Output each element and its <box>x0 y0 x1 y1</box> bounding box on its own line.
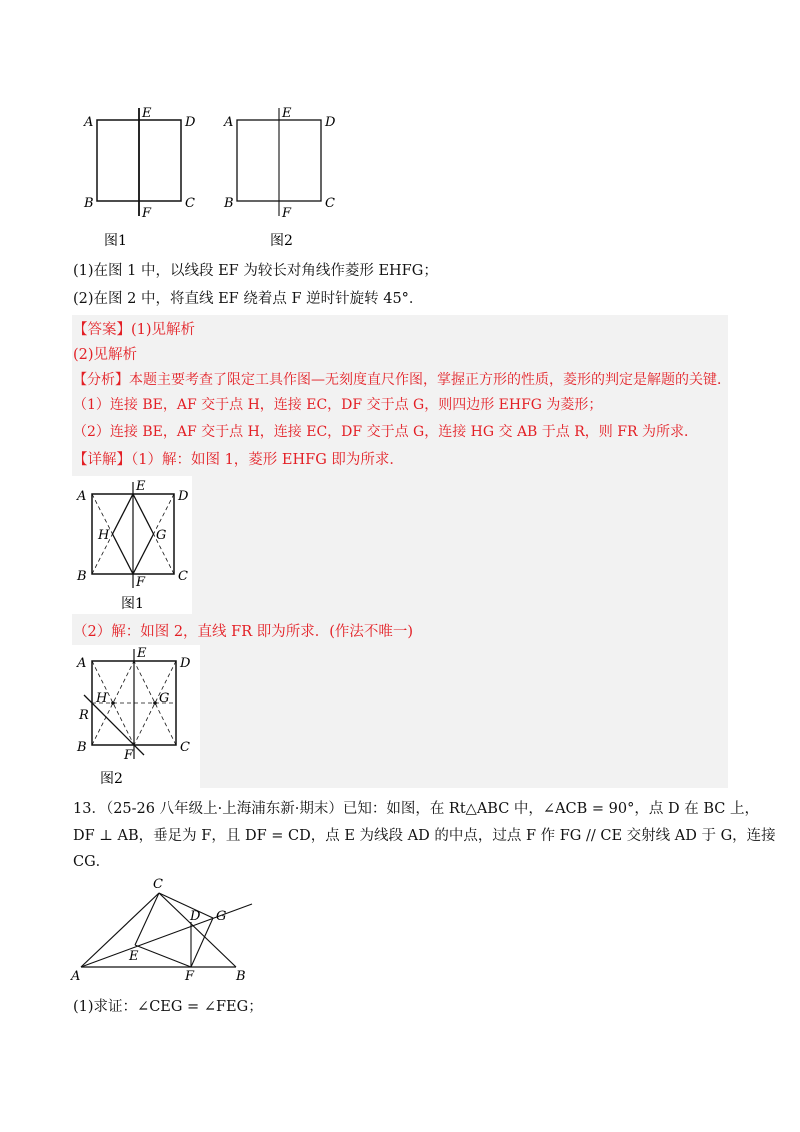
label-H: H <box>98 528 110 543</box>
label-E: E <box>282 106 292 121</box>
label-F: F <box>136 575 146 590</box>
label-B: B <box>77 740 87 755</box>
label-D: D <box>190 909 201 924</box>
answer-line-2: (2)见解析 <box>73 347 138 363</box>
label-C: C <box>178 569 188 584</box>
figure-2-square <box>220 100 350 250</box>
figure-1-caption: 图1 <box>104 233 127 249</box>
label-H: H <box>96 691 108 706</box>
label-A: A <box>224 115 234 130</box>
problem-13-line-2: DF ⊥ AB，垂足为 F，且 DF = CD，点 E 为线段 AD 的中点，过点 F 作 FG // CE 交射线 AD 于 G，连接 <box>73 828 776 844</box>
label-A: A <box>84 115 94 130</box>
label-B: B <box>84 196 94 211</box>
label-E: E <box>142 106 152 121</box>
label-C: C <box>185 196 195 211</box>
label-D: D <box>180 656 191 671</box>
step-1-text: （1）连接 BE，AF 交于点 H，连接 EC，DF 交于点 G，则四边形 EHFG 为菱形； <box>73 397 603 413</box>
solution-figure-2 <box>72 645 200 788</box>
solution-figure-2-caption: 图2 <box>100 771 123 787</box>
label-F: F <box>142 206 152 221</box>
solution-figure-1-caption: 图1 <box>121 596 144 612</box>
figure-2-caption: 图2 <box>270 233 293 249</box>
question-2: (2)在图 2 中，将直线 EF 绕着点 F 逆时针旋转 45°． <box>73 291 424 307</box>
figure-1-square <box>80 100 210 250</box>
label-G: G <box>216 909 227 924</box>
label-G: G <box>159 691 170 706</box>
problem-13-line-1: 13．（25-26 八年级上·上海浦东新·期末）已知：如图，在 Rt△ABC 中，∠ACB = 90°，点 D 在 BC 上， <box>73 801 759 817</box>
label-B: B <box>236 969 246 984</box>
triangle-figure <box>65 870 265 985</box>
label-A: A <box>77 656 87 671</box>
analysis-text: 【分析】本题主要考查了限定工具作图—无刻度直尺作图，掌握正方形的性质，菱形的判定是解题的关键． <box>73 372 731 388</box>
solution-2-text: （2）解：如图 2，直线 FR 即为所求．(作法不唯一) <box>73 624 414 640</box>
label-C: C <box>180 740 190 755</box>
solution-figure-1 <box>72 476 192 614</box>
label-C: C <box>325 196 335 211</box>
answer-line-1: 【答案】(1)见解析 <box>73 322 196 338</box>
label-R: R <box>79 708 89 723</box>
label-F: F <box>282 206 292 221</box>
sub-question-1: (1)求证：∠CEG = ∠FEG； <box>73 999 263 1015</box>
solution-figure-2-box <box>72 645 200 788</box>
label-D: D <box>185 115 196 130</box>
label-A: A <box>77 489 87 504</box>
label-F: F <box>124 748 134 763</box>
label-B: B <box>224 196 234 211</box>
label-E: E <box>137 646 147 661</box>
label-E: E <box>136 479 146 494</box>
label-D: D <box>178 489 189 504</box>
solution-figure-1-box <box>72 476 192 614</box>
label-F: F <box>185 969 195 984</box>
question-1: (1)在图 1 中，以线段 EF 为较长对角线作菱形 EHFG； <box>73 263 438 279</box>
label-D: D <box>325 115 336 130</box>
detail-text: 【详解】（1）解：如图 1，菱形 EHFG 即为所求． <box>73 452 404 468</box>
label-B: B <box>77 569 87 584</box>
problem-13-line-3: CG． <box>73 854 111 870</box>
step-2-text: （2）连接 BE，AF 交于点 H，连接 EC，DF 交于点 G，连接 HG 交 AB 于点 R，则 FR 为所求． <box>73 424 698 440</box>
label-E: E <box>129 949 139 964</box>
label-C: C <box>153 877 163 892</box>
label-A: A <box>71 969 81 984</box>
label-G: G <box>156 528 167 543</box>
